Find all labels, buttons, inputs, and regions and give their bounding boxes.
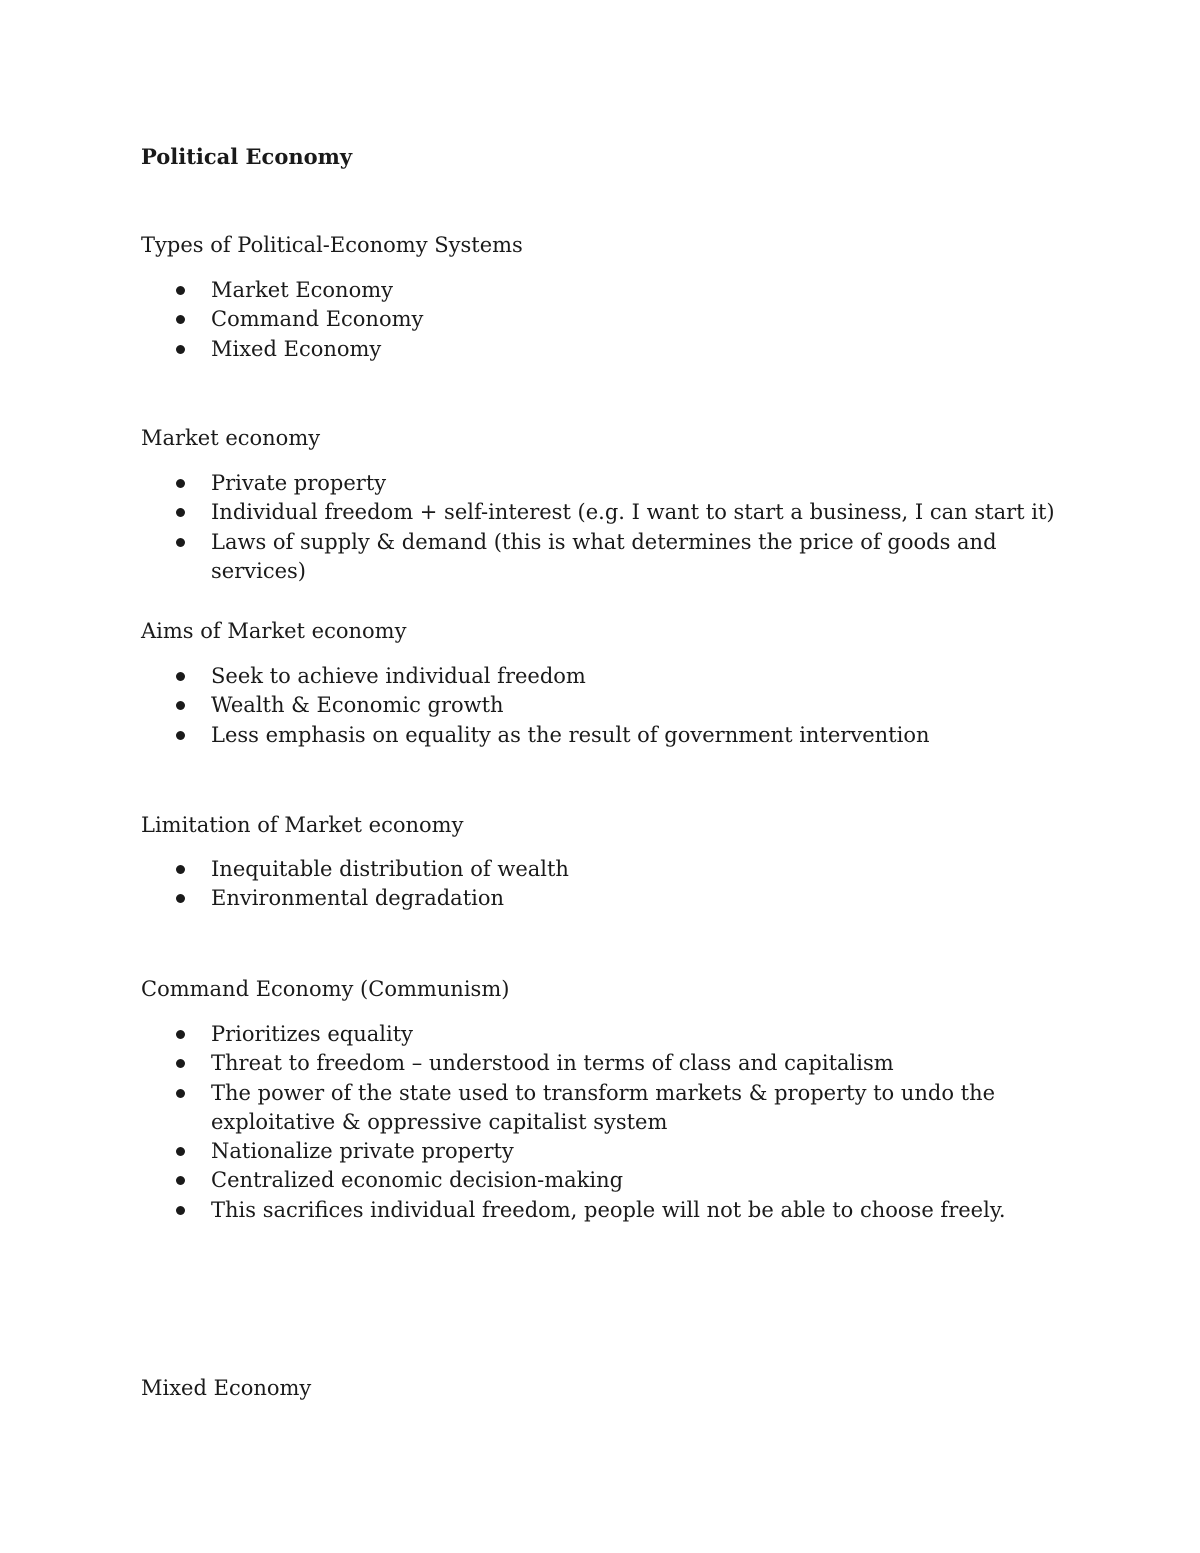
list-item: Market Economy <box>141 276 1061 305</box>
section-heading-aims: Aims of Market economy <box>141 619 407 643</box>
list-item: Nationalize private property <box>141 1137 1061 1166</box>
bullet-icon <box>176 315 185 324</box>
list-item: Threat to freedom – understood in terms of class and capitalism <box>141 1049 1061 1078</box>
list-item: Private property <box>141 469 1061 498</box>
list-item: Seek to achieve individual freedom <box>141 662 1061 691</box>
bullet-icon <box>176 865 185 874</box>
bullet-icon <box>176 1206 185 1215</box>
list-item: Prioritizes equality <box>141 1020 1061 1049</box>
bullet-icon <box>176 1176 185 1185</box>
bullet-icon <box>176 538 185 547</box>
limitation-list <box>141 855 1061 914</box>
list-item: This sacrifices individual freedom, people will not be able to choose freely. <box>141 1196 1061 1225</box>
bullet-icon <box>176 731 185 740</box>
market-economy-list <box>141 469 1061 586</box>
types-list <box>141 276 1061 364</box>
bullet-icon <box>176 286 185 295</box>
list-item: Mixed Economy <box>141 335 1061 364</box>
list-item: Centralized economic decision-making <box>141 1166 1061 1195</box>
page-title: Political Economy <box>141 144 353 169</box>
bullet-icon <box>176 508 185 517</box>
section-heading-command-economy: Command Economy (Communism) <box>141 977 510 1001</box>
bullet-icon <box>176 894 185 903</box>
list-item: The power of the state used to transform markets & property to undo the exploitative & oppressive capitalist system <box>141 1079 1061 1138</box>
list-item: Laws of supply & demand (this is what determines the price of goods and services) <box>141 528 1061 587</box>
section-heading-types: Types of Political-Economy Systems <box>141 233 523 257</box>
list-item: Command Economy <box>141 305 1061 334</box>
bullet-icon <box>176 479 185 488</box>
section-heading-mixed-economy: Mixed Economy <box>141 1376 312 1400</box>
list-item: Individual freedom + self-interest (e.g. I want to start a business, I can start it) <box>141 498 1061 527</box>
bullet-icon <box>176 1059 185 1068</box>
command-economy-list <box>141 1020 1061 1225</box>
section-heading-limitation: Limitation of Market economy <box>141 813 464 837</box>
bullet-icon <box>176 701 185 710</box>
list-item: Less emphasis on equality as the result of government intervention <box>141 721 1061 750</box>
list-item: Environmental degradation <box>141 884 1061 913</box>
list-item: Inequitable distribution of wealth <box>141 855 1061 884</box>
bullet-icon <box>176 1030 185 1039</box>
bullet-icon <box>176 672 185 681</box>
bullet-icon <box>176 1147 185 1156</box>
bullet-icon <box>176 1089 185 1098</box>
bullet-icon <box>176 345 185 354</box>
list-item: Wealth & Economic growth <box>141 691 1061 720</box>
aims-list <box>141 662 1061 750</box>
section-heading-market-economy: Market economy <box>141 426 321 450</box>
